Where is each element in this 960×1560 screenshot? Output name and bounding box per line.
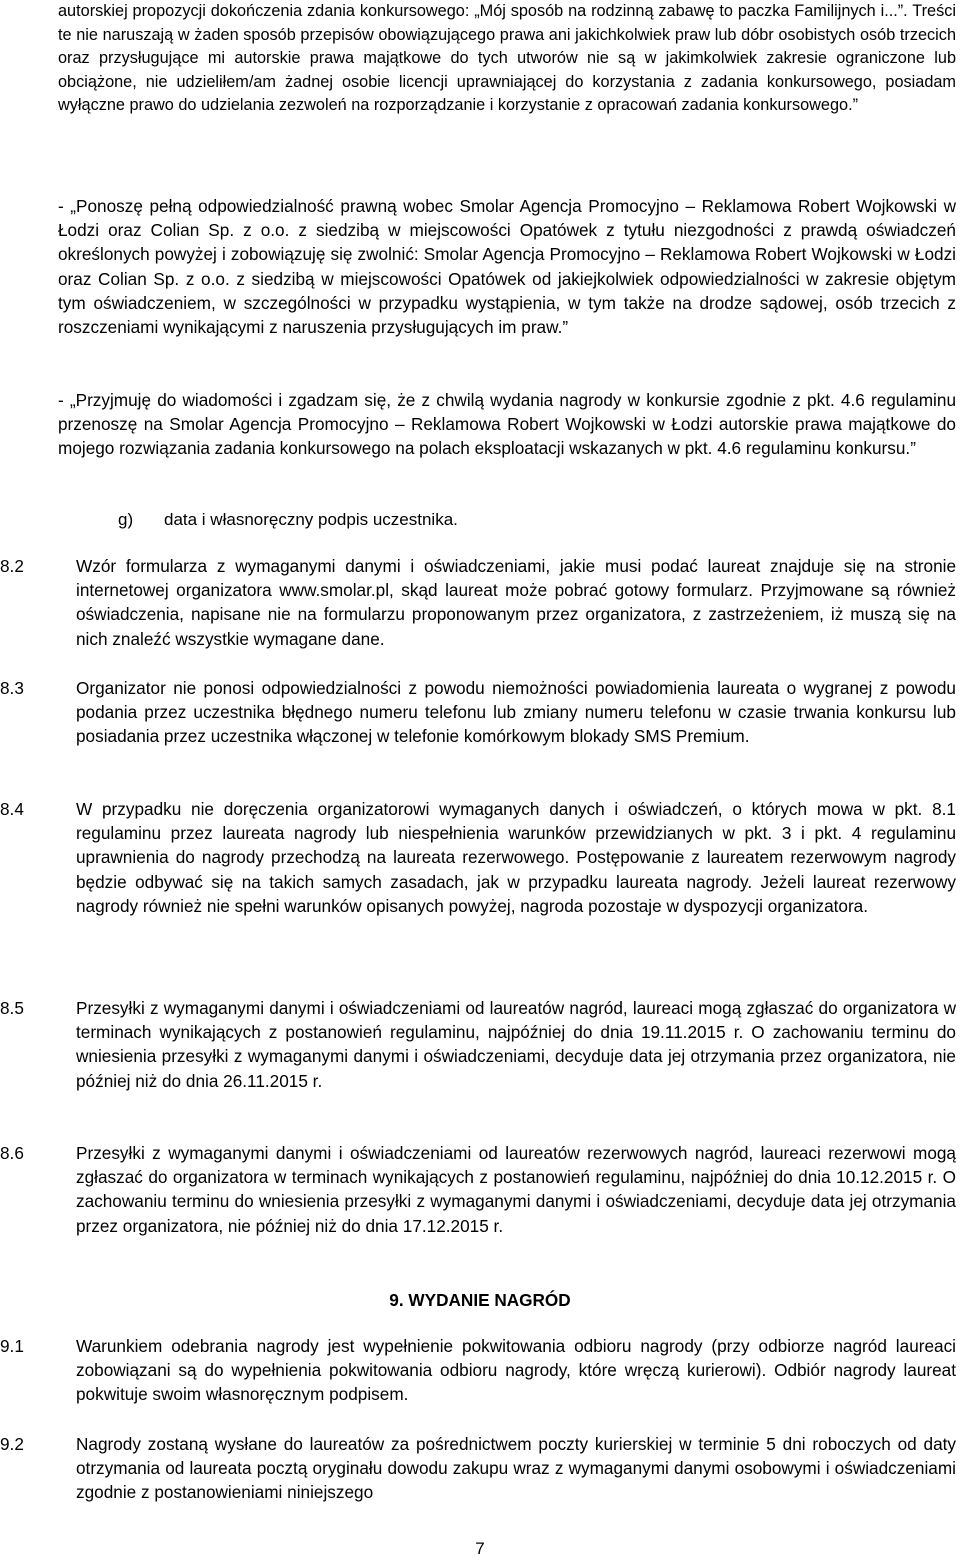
clause-text: W przypadku nie doręczenia organizatorowi wymaganych danych i oświadczeń, o których mowa w pkt. 8.1 regulaminu przez laureata nagrody lub niespełnienia warunków przewidzianych w pkt. 3 i pkt. 4 regulaminu uprawnienia do nagrody przechodzą na laureata rezerwowego. Postępowanie z laureatem rezerwowym nagrody będzie odbywać się na takich samych zasadach, jak w przypadku laureata nagrody. Jeżeli laureat rezerwowy nagrody również nie spełni warunków opisanych powyżej, nagroda pozostaje w dyspozycji organizatora.	[76, 799, 956, 916]
clause-number: 9.2	[0, 1434, 24, 1454]
clause-text: Warunkiem odebrania nagrody jest wypełnienie pokwitowania odbioru nagrody (przy odbiorze nagród laureaci zobowiązani są do wypełnienia pokwitowania odbioru nagrody, które wręczą kurierowi). Odbiór nagrody laureat pokwituje swoim własnoręcznym podpisem.	[76, 1336, 956, 1405]
clause-number: 8.5	[0, 998, 24, 1018]
statement-paragraph-1: autorskiej propozycji dokończenia zdania konkursowego: „Mój sposób na rodzinną zabawę to paczka Familijnych i...”. Treści te nie naruszają w żaden sposób przepisów obowiązującego prawa ani jakichkolwiek praw lub dóbr osobistych osób trzecich oraz przysługujące mi autorskie prawa majątkowe do tych utworów nie są w jakimkolwiek zakresie ograniczone lub obciążone, nie udzieliłem/am żadnej osobie licencji uprawniającej do korzystania z zadania konkursowego, posiadam wyłączne prawo do udzielania zezwoleń na rozporządzanie i korzystanie z opracowań zadania konkursowego.”	[58, 2, 956, 115]
clause-number: 8.6	[0, 1143, 24, 1163]
clause-number: 9.1	[0, 1336, 24, 1356]
list-item-label: g)	[118, 510, 134, 529]
clause-number: 8.4	[0, 799, 24, 819]
section-heading: 9. WYDANIE NAGRÓD	[389, 1290, 571, 1310]
statement-paragraph-2: - „Ponoszę pełną odpowiedzialność prawną wobec Smolar Agencja Promocyjno – Reklamowa Robert Wojkowski w Łodzi oraz Colian Sp. z o.o. z siedzibą w miejscowości Opatówek z tytułu niezgodności z prawdą oświadczeń określonych powyżej i zobowiązuję się zwolnić: Smolar Agencja Promocyjno – Reklamowa Robert Wojkowski w Łodzi oraz Colian Sp. z o.o. z siedzibą w miejscowości Opatówek od jakiejkolwiek odpowiedzialności w zakresie objętym tym oświadczeniem, w szczególności w przypadku wystąpienia, w tym także na drodze sądowej, osób trzecich z roszczeniami wynikającymi z naruszenia przysługujących im praw.”	[58, 196, 956, 338]
clause-number: 8.3	[0, 678, 24, 698]
clause-text: Wzór formularza z wymaganymi danymi i oświadczeniami, jakie musi podać laureat znajduje się na stronie internetowej organizatora www.smolar.pl, skąd laureat może pobrać gotowy formularz. Przyjmowane są również oświadczenia, napisane nie na formularzu proponowanym przez organizatora, z zastrzeżeniem, iż muszą się na nich znaleźć wszystkie wymagane dane.	[76, 556, 956, 649]
clause-text: Nagrody zostaną wysłane do laureatów za pośrednictwem poczty kurierskiej w terminie 5 dni roboczych od daty otrzymania od laureata pocztą oryginału dowodu zakupu wraz z wymaganymi danymi osobowymi i oświadczeniami zgodnie z postanowieniami niniejszego	[76, 1434, 956, 1503]
list-item-text: data i własnoręczny podpis uczestnika.	[164, 510, 458, 529]
clause-text: Przesyłki z wymaganymi danymi i oświadczeniami od laureatów rezerwowych nagród, laureaci rezerwowi mogą zgłaszać do organizatora w terminach wynikających z postanowień regulaminu, najpóźniej do dnia 10.12.2015 r. O zachowaniu terminu do wniesienia przesyłki z wymaganymi danymi i oświadczeniami, decyduje data jej otrzymania przez organizatora, nie później niż do dnia 17.12.2015 r.	[76, 1143, 956, 1236]
statement-paragraph-3: - „Przyjmuję do wiadomości i zgadzam się, że z chwilą wydania nagrody w konkursie zgodnie z pkt. 4.6 regulaminu przenoszę na Smolar Agencja Promocyjno – Reklamowa Robert Wojkowski w Łodzi autorskie prawa majątkowe do mojego rozwiązania zadania konkursowego na polach eksploatacji wskazanych w pkt. 4.6 regulaminu konkursu.”	[58, 390, 956, 459]
clause-text: Przesyłki z wymaganymi danymi i oświadczeniami od laureatów nagród, laureaci mogą zgłaszać do organizatora w terminach wynikających z postanowień regulaminu, najpóźniej do dnia 19.11.2015 r. O zachowaniu terminu do wniesienia przesyłki z wymaganymi danymi i oświadczeniami, decyduje data jej otrzymania przez organizatora, nie później niż do dnia 26.11.2015 r.	[76, 998, 956, 1091]
clause-number: 8.2	[0, 556, 24, 576]
page-number: 7	[475, 1539, 485, 1558]
list-item-g	[118, 508, 458, 532]
clause-text: Organizator nie ponosi odpowiedzialności z powodu niemożności powiadomienia laureata o wygranej z powodu podania przez uczestnika błędnego numeru telefonu lub zmiany numeru telefonu w czasie trwania konkursu lub posiadania przez uczestnika włączonej w telefonie komórkowym blokady SMS Premium.	[76, 678, 956, 747]
